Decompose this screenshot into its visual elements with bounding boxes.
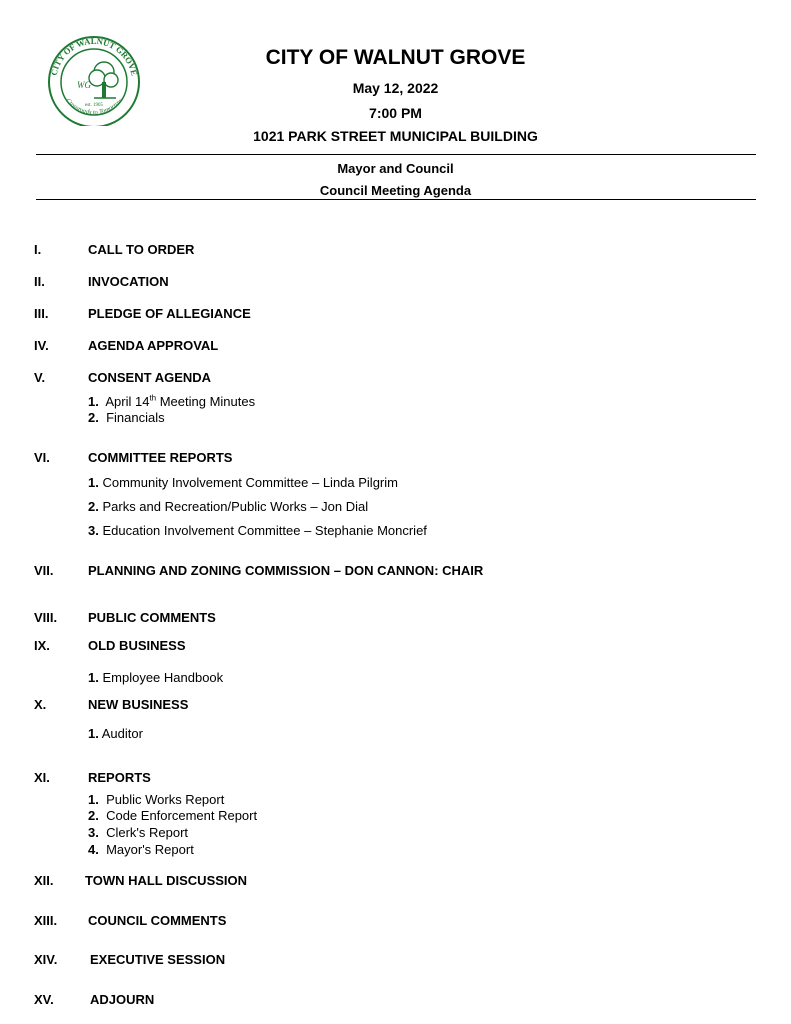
section-title: EXECUTIVE SESSION [90,952,226,967]
list-item [88,670,223,685]
section-number: XIII. [34,913,58,928]
list-item [88,394,255,409]
list-item [88,726,143,741]
meeting-date: May 12, 2022 [352,80,439,96]
item-text: Public Works Report [106,792,225,807]
svg-text:est. 1905: est. 1905 [84,103,104,108]
item-number: 1. [88,670,99,685]
subtitle-mayor-council: Mayor and Council [337,161,454,176]
item-text: April 14 [105,394,150,409]
page-title: CITY OF WALNUT GROVE [265,46,526,69]
section-title: CONSENT AGENDA [88,370,212,385]
list-item [88,792,224,807]
svg-text:CITY OF WALNUT GROVE: CITY OF WALNUT GROVE [48,35,140,77]
item-number: 4. [88,842,99,857]
section-number: VIII. [34,610,58,625]
item-text: Clerk's Report [106,825,189,840]
divider-bottom [36,199,756,200]
section-title: PLANNING AND ZONING COMMISSION – DON CANNON: CHAIR [88,563,484,578]
section-title: ADJOURN [90,992,155,1007]
item-number: 2. [88,499,99,514]
section-number: X. [34,697,47,712]
item-text: Community Involvement Committee – Linda Pilgrim [102,475,398,490]
item-text: Education Involvement Committee – Stephanie Moncrief [102,523,427,538]
item-number: 3. [88,825,99,840]
divider-top [36,154,756,155]
list-item [88,825,188,840]
section-title: INVOCATION [88,274,169,289]
item-text: Parks and Recreation/Public Works – Jon Dial [102,499,369,514]
section-title: NEW BUSINESS [88,697,189,712]
item-number: 2. [88,808,99,823]
section-title: REPORTS [88,770,151,785]
section-title: COMMITTEE REPORTS [88,450,233,465]
item-number: 1. [88,792,99,807]
section-number: VII. [34,563,54,578]
item-text-rest: Meeting Minutes [156,394,256,409]
section-title: AGENDA APPROVAL [88,338,219,353]
subtitle-agenda: Council Meeting Agenda [319,183,472,198]
section-title: PLEDGE OF ALLEGIANCE [88,306,251,321]
section-number: V. [34,370,46,385]
section-number: VI. [34,450,50,465]
section-number: XIV. [34,952,58,967]
meeting-venue: 1021 PARK STREET MUNICIPAL BUILDING [253,128,538,144]
section-title: TOWN HALL DISCUSSION [85,873,248,888]
section-number: IX. [34,638,50,653]
list-item [88,842,194,857]
list-item [88,523,427,538]
section-number: XI. [34,770,50,785]
list-item [88,410,165,425]
item-number: 1. [88,726,99,741]
item-number: 1. [88,394,99,409]
item-text: Financials [106,410,165,425]
item-text: Mayor's Report [106,842,194,857]
section-title: PUBLIC COMMENTS [88,610,216,625]
item-number: 1. [88,475,99,490]
section-title: CALL TO ORDER [88,242,195,257]
section-title: OLD BUSINESS [88,638,186,653]
item-superscript: th [149,393,157,403]
item-number: 2. [88,410,99,425]
svg-text:WG: WG [77,80,91,90]
section-number: I. [34,242,42,257]
section-number: II. [34,274,45,289]
section-number: III. [34,306,49,321]
section-title: COUNCIL COMMENTS [88,913,227,928]
svg-text:Crossroads to Tomorrow: Crossroads to Tomorrow [64,97,124,117]
item-text: Employee Handbook [102,670,224,685]
item-number: 3. [88,523,99,538]
list-item [88,808,257,823]
item-text: Code Enforcement Report [106,808,258,823]
section-number: XII. [34,873,54,888]
list-item [88,475,398,490]
item-text: Auditor [101,726,143,741]
list-item [88,499,368,514]
meeting-time: 7:00 PM [369,105,422,121]
section-number: IV. [34,338,49,353]
section-number: XV. [34,992,54,1007]
